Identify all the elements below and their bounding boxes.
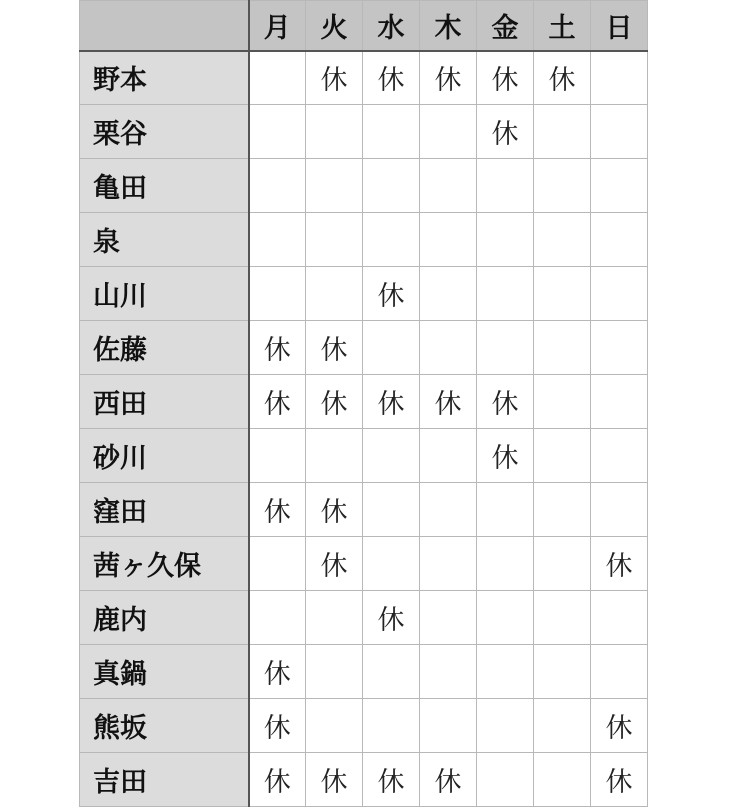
schedule-cell bbox=[591, 321, 648, 375]
schedule-cell bbox=[591, 213, 648, 267]
schedule-cell bbox=[306, 213, 363, 267]
header-row bbox=[80, 1, 648, 51]
schedule-cell: 休 bbox=[249, 699, 306, 753]
schedule-cell bbox=[477, 591, 534, 645]
schedule-cell bbox=[420, 483, 477, 537]
table-row bbox=[80, 267, 648, 321]
schedule-cell bbox=[534, 375, 591, 429]
schedule-cell bbox=[477, 483, 534, 537]
schedule-cell bbox=[591, 429, 648, 483]
table-row bbox=[80, 105, 648, 159]
schedule-cell bbox=[534, 753, 591, 807]
schedule-cell bbox=[363, 105, 420, 159]
employee-name: 佐藤 bbox=[80, 321, 249, 375]
schedule-cell bbox=[534, 321, 591, 375]
schedule-cell: 休 bbox=[591, 537, 648, 591]
schedule-cell: 休 bbox=[306, 753, 363, 807]
schedule-cell: 休 bbox=[420, 51, 477, 105]
schedule-cell bbox=[534, 267, 591, 321]
employee-name: 野本 bbox=[80, 51, 249, 105]
schedule-cell bbox=[534, 699, 591, 753]
employee-name: 山川 bbox=[80, 267, 249, 321]
day-header-fri: 金 bbox=[477, 1, 534, 51]
schedule-cell bbox=[420, 159, 477, 213]
schedule-cell bbox=[249, 159, 306, 213]
schedule-cell bbox=[591, 105, 648, 159]
schedule-cell: 休 bbox=[477, 105, 534, 159]
employee-name: 真鍋 bbox=[80, 645, 249, 699]
employee-name: 栗谷 bbox=[80, 105, 249, 159]
schedule-cell bbox=[420, 105, 477, 159]
day-header-sat: 土 bbox=[534, 1, 591, 51]
schedule-cell bbox=[363, 321, 420, 375]
schedule-cell: 休 bbox=[591, 753, 648, 807]
schedule-cell bbox=[477, 699, 534, 753]
holiday-schedule-table bbox=[79, 0, 648, 807]
employee-name: 吉田 bbox=[80, 753, 249, 807]
day-header-wed: 水 bbox=[363, 1, 420, 51]
schedule-cell bbox=[534, 159, 591, 213]
schedule-cell bbox=[591, 591, 648, 645]
schedule-cell: 休 bbox=[477, 375, 534, 429]
table-row bbox=[80, 51, 648, 105]
schedule-cell bbox=[420, 591, 477, 645]
schedule-cell bbox=[249, 51, 306, 105]
schedule-cell bbox=[363, 699, 420, 753]
table-row bbox=[80, 375, 648, 429]
schedule-cell bbox=[591, 375, 648, 429]
table-row bbox=[80, 483, 648, 537]
schedule-cell bbox=[591, 159, 648, 213]
table-row bbox=[80, 213, 648, 267]
schedule-cell bbox=[534, 537, 591, 591]
schedule-cell bbox=[477, 159, 534, 213]
schedule-cell bbox=[477, 645, 534, 699]
schedule-cell bbox=[249, 537, 306, 591]
schedule-cell bbox=[306, 699, 363, 753]
schedule-cell: 休 bbox=[534, 51, 591, 105]
schedule-cell bbox=[306, 105, 363, 159]
schedule-cell bbox=[477, 267, 534, 321]
schedule-cell bbox=[420, 213, 477, 267]
day-header-thu: 木 bbox=[420, 1, 477, 51]
employee-name: 亀田 bbox=[80, 159, 249, 213]
schedule-cell: 休 bbox=[306, 483, 363, 537]
schedule-cell: 休 bbox=[363, 267, 420, 321]
table-row bbox=[80, 321, 648, 375]
schedule-cell bbox=[249, 591, 306, 645]
employee-name: 泉 bbox=[80, 213, 249, 267]
schedule-cell: 休 bbox=[249, 645, 306, 699]
schedule-cell bbox=[534, 429, 591, 483]
schedule-cell bbox=[363, 483, 420, 537]
schedule-cell: 休 bbox=[249, 321, 306, 375]
schedule-cell bbox=[591, 51, 648, 105]
table-row bbox=[80, 429, 648, 483]
schedule-cell bbox=[363, 213, 420, 267]
schedule-cell bbox=[420, 699, 477, 753]
schedule-cell bbox=[420, 537, 477, 591]
schedule-cell bbox=[249, 105, 306, 159]
schedule-cell bbox=[363, 159, 420, 213]
employee-name: 茜ヶ久保 bbox=[80, 537, 249, 591]
schedule-cell: 休 bbox=[420, 375, 477, 429]
table-row bbox=[80, 645, 648, 699]
schedule-cell bbox=[420, 267, 477, 321]
schedule-cell bbox=[591, 267, 648, 321]
schedule-cell: 休 bbox=[306, 321, 363, 375]
table-row bbox=[80, 753, 648, 807]
employee-name: 鹿内 bbox=[80, 591, 249, 645]
schedule-cell bbox=[306, 645, 363, 699]
schedule-cell: 休 bbox=[363, 753, 420, 807]
schedule-cell: 休 bbox=[306, 375, 363, 429]
schedule-cell bbox=[420, 429, 477, 483]
schedule-cell: 休 bbox=[363, 375, 420, 429]
schedule-cell bbox=[477, 321, 534, 375]
day-header-mon: 月 bbox=[249, 1, 306, 51]
schedule-cell: 休 bbox=[306, 537, 363, 591]
schedule-cell bbox=[534, 645, 591, 699]
employee-name: 窪田 bbox=[80, 483, 249, 537]
schedule-cell: 休 bbox=[477, 429, 534, 483]
schedule-cell bbox=[477, 537, 534, 591]
employee-name: 熊坂 bbox=[80, 699, 249, 753]
schedule-cell bbox=[249, 429, 306, 483]
schedule-cell: 休 bbox=[249, 753, 306, 807]
schedule-cell bbox=[534, 483, 591, 537]
schedule-cell bbox=[591, 645, 648, 699]
employee-name: 砂川 bbox=[80, 429, 249, 483]
schedule-cell bbox=[591, 483, 648, 537]
schedule-cell bbox=[534, 213, 591, 267]
schedule-cell bbox=[306, 159, 363, 213]
schedule-cell bbox=[249, 213, 306, 267]
schedule-cell bbox=[420, 321, 477, 375]
day-header-sun: 日 bbox=[591, 1, 648, 51]
corner-cell bbox=[80, 1, 249, 51]
schedule-cell bbox=[534, 591, 591, 645]
schedule-cell bbox=[363, 537, 420, 591]
table-row bbox=[80, 591, 648, 645]
schedule-cell: 休 bbox=[249, 375, 306, 429]
schedule-cell bbox=[363, 645, 420, 699]
schedule-cell bbox=[306, 591, 363, 645]
schedule-cell bbox=[420, 645, 477, 699]
schedule-cell: 休 bbox=[591, 699, 648, 753]
schedule-cell bbox=[363, 429, 420, 483]
table-row bbox=[80, 699, 648, 753]
schedule-cell: 休 bbox=[249, 483, 306, 537]
schedule-cell: 休 bbox=[420, 753, 477, 807]
table-row bbox=[80, 159, 648, 213]
table-row bbox=[80, 537, 648, 591]
schedule-cell bbox=[306, 429, 363, 483]
schedule-cell: 休 bbox=[477, 51, 534, 105]
schedule-cell bbox=[477, 753, 534, 807]
day-header-tue: 火 bbox=[306, 1, 363, 51]
schedule-cell bbox=[534, 105, 591, 159]
schedule-cell bbox=[249, 267, 306, 321]
schedule-cell: 休 bbox=[306, 51, 363, 105]
schedule-cell: 休 bbox=[363, 51, 420, 105]
employee-name: 西田 bbox=[80, 375, 249, 429]
schedule-cell bbox=[306, 267, 363, 321]
schedule-cell: 休 bbox=[363, 591, 420, 645]
schedule-cell bbox=[477, 213, 534, 267]
